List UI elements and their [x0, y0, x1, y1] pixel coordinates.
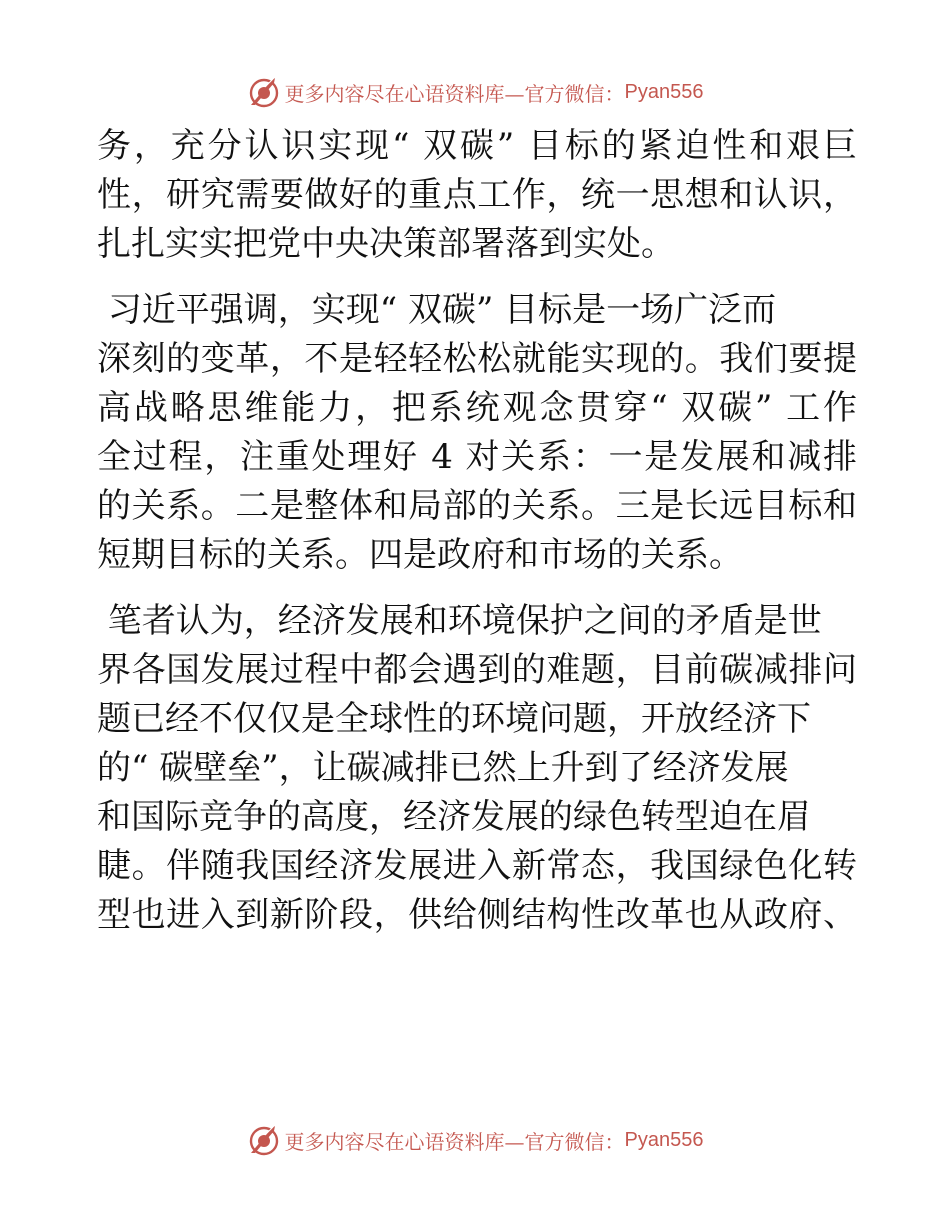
quill-seal-icon [247, 1123, 281, 1157]
text-line: 笔者认为，经济发展和环境保护之间的矛盾是世 [97, 601, 822, 641]
watermark-wechat-id: Pyan556 [624, 1128, 704, 1151]
text-line: 的“ 碳壁垒”，让碳减排已然上升到了经济发展 [97, 748, 789, 788]
text-line: 性，研究需要做好的重点工作，统一思想和认识， [97, 175, 857, 215]
text-line: 的关系。二是整体和局部的关系。三是长远目标和 [97, 486, 857, 526]
text-line: 型也进入到新阶段，供给侧结构性改革也从政府、 [97, 895, 857, 935]
text-line: 务，充分认识实现“ 双碳” 目标的紧迫性和艰巨 [97, 126, 857, 166]
watermark-wechat-id: Pyan556 [624, 80, 704, 103]
footer-watermark [0, 1120, 950, 1160]
header-watermark [0, 72, 950, 112]
text-line: 深刻的变革，不是轻轻松松就能实现的。我们要提 [97, 339, 857, 379]
quill-seal-icon [247, 75, 281, 109]
text-line: 习近平强调，实现“ 双碳” 目标是一场广泛而 [97, 290, 777, 330]
text-line: 全过程，注重处理好 4 对关系：一是发展和减排 [97, 437, 857, 477]
text-line: 睫。伴随我国经济发展进入新常态，我国绿色化转 [97, 846, 857, 886]
paragraph-1 [97, 122, 857, 269]
text-line: 高战略思维能力，把系统观念贯穿“ 双碳” 工作 [97, 388, 857, 428]
text-line: 扎扎实实把党中央决策部署落到实处。 [97, 224, 675, 264]
paragraph-3 [97, 597, 857, 940]
paragraph-2 [97, 286, 857, 580]
text-line: 短期目标的关系。四是政府和市场的关系。 [97, 535, 743, 575]
watermark-text: 更多内容尽在心语资料库—官方微信： [284, 1129, 625, 1154]
text-line: 界各国发展过程中都会遇到的难题，目前碳减排问 [97, 650, 857, 690]
text-line: 和国际竞争的高度，经济发展的绿色转型迫在眉 [97, 797, 811, 837]
text-line: 题已经不仅仅是全球性的环境问题，开放经济下 [97, 699, 811, 739]
watermark-text: 更多内容尽在心语资料库—官方微信： [284, 81, 625, 106]
document-body [97, 122, 857, 960]
